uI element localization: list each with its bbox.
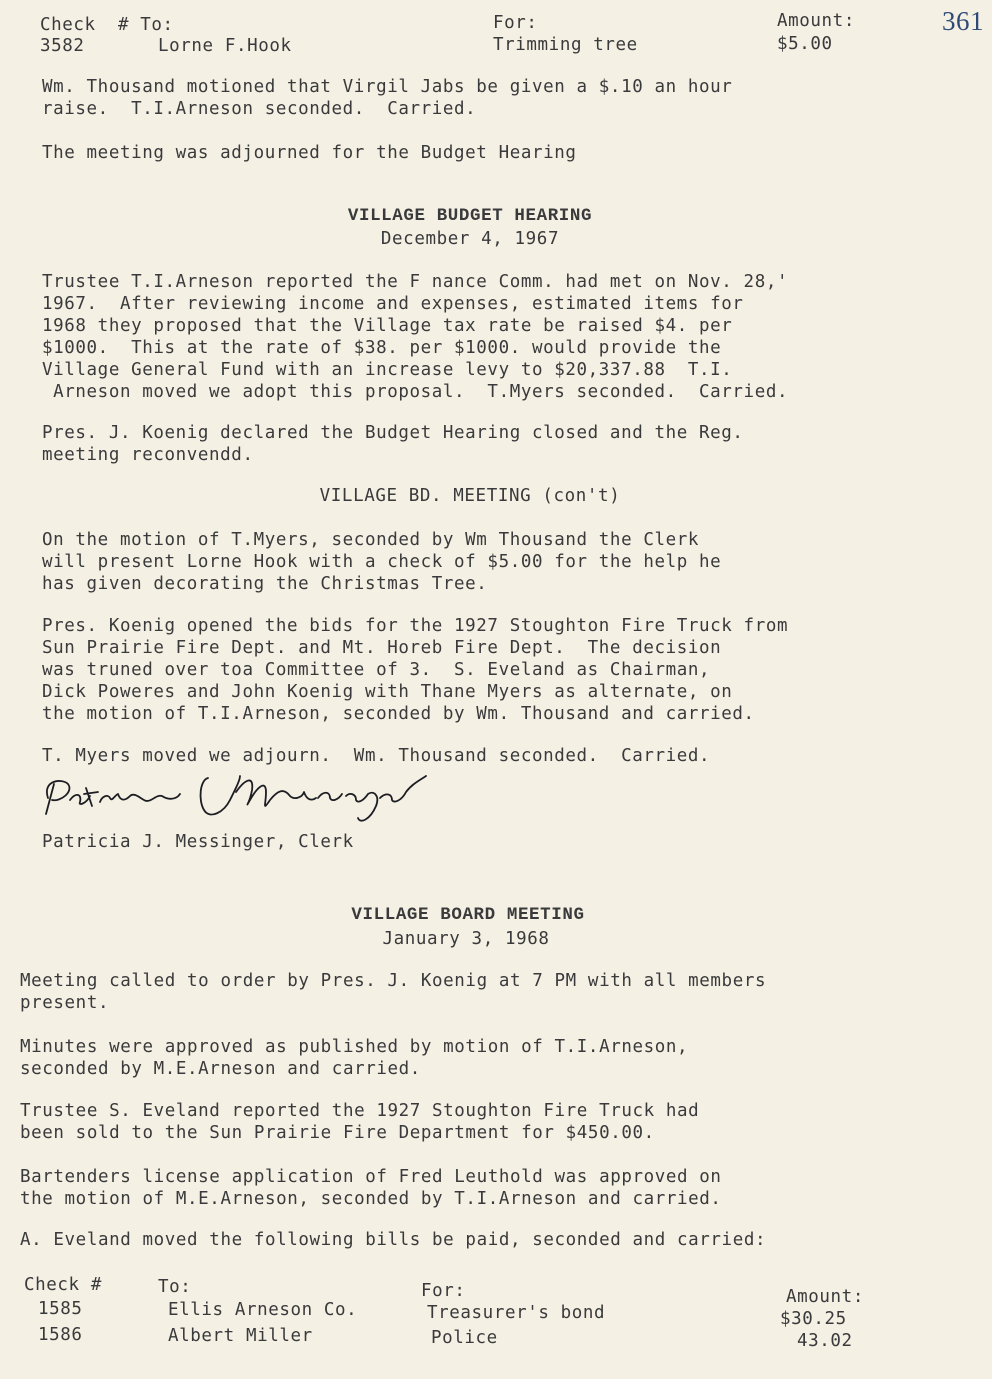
bd-meeting-cont-title: VILLAGE BD. MEETING (con't) xyxy=(319,486,621,506)
page-number: 361 xyxy=(942,6,984,36)
board-meeting-paragraph-1: Meeting called to order by Pres. J. Koenig at 7 PM with all members present. xyxy=(20,971,767,1013)
adjourn-budget-paragraph: The meeting was adjourned for the Budget Hearing xyxy=(42,143,577,163)
board-meeting-paragraph-2: Minutes were approved as published by motion of T.I.Arneson, seconded by M.E.Arneson and carried. xyxy=(20,1037,689,1079)
raise-paragraph: Wm. Thousand motioned that Virgil Jabs be given a $.10 an hour raise. T.I.Arneson seconded. Carried. xyxy=(42,77,733,119)
board-meeting-paragraph-4: Bartenders license application of Fred Leuthold was approved on the motion of M.E.Arneson, seconded by T.I.Arneson and carried. xyxy=(20,1167,722,1209)
board-meeting-paragraph-5: A. Eveland moved the following bills be paid, seconded and carried: xyxy=(20,1230,767,1250)
budget-hearing-title: VILLAGE BUDGET HEARING xyxy=(347,206,593,226)
bill-row-2-to: Albert Miller xyxy=(168,1326,313,1346)
amount-header-label: Amount: xyxy=(777,11,855,31)
bill-row-2-for: Police xyxy=(431,1328,498,1348)
bd-meeting-paragraph-1: On the motion of T.Myers, seconded by Wm Thousand the Clerk will present Lorne Hook with a check of $5.00 for the help he has given decorating the Christmas Tree. xyxy=(42,530,722,594)
bd-meeting-paragraph-2: Pres. Koenig opened the bids for the 1927 Stoughton Fire Truck from Sun Prairie Fire Dept. and Mt. Horeb Fire Dept. The decision was truned over toa Committee of 3. S. Eveland as Chairman, Dick Poweres and John Koenig with Thane Myers as alternate, on the motion of T.I.Arneson, seconded by Wm. Thousand and carried. xyxy=(42,616,789,724)
bd-meeting-paragraph-3: T. Myers moved we adjourn. Wm. Thousand seconded. Carried. xyxy=(42,746,711,766)
bill-row-1-for: Treasurer's bond xyxy=(427,1303,606,1323)
clerk-typed-name: Patricia J. Messinger, Clerk xyxy=(42,832,354,852)
for-header-label: For: xyxy=(493,13,538,33)
budget-hearing-paragraph-1: Trustee T.I.Arneson reported the F nance Comm. had met on Nov. 28,' 1967. After reviewing income and expenses, estimated items for 1968 they proposed that the Village tax rate be raised $4. per $1000. This at the rate of $38. per $1000. would provide the Village General Fund with an increase levy to $20,337.88 T.I. Arneson moved we adopt this proposal. T.Myers seconded. Carried. xyxy=(42,272,789,402)
check-number: 3582 xyxy=(40,36,85,56)
bill-row-2-amount: 43.02 xyxy=(797,1331,853,1351)
bills-check-header: Check # xyxy=(24,1275,102,1295)
bill-row-1-amount: $30.25 xyxy=(780,1309,847,1329)
check-purpose: Trimming tree xyxy=(493,35,638,55)
bills-amount-header: Amount: xyxy=(786,1287,864,1307)
budget-hearing-paragraph-2: Pres. J. Koenig declared the Budget Hearing closed and the Reg. meeting reconvendd. xyxy=(42,423,744,465)
check-payee: Lorne F.Hook xyxy=(158,36,292,56)
check-amount: $5.00 xyxy=(777,34,833,54)
bill-row-1-to: Ellis Arneson Co. xyxy=(168,1300,358,1320)
bill-row-1-check: 1585 xyxy=(38,1299,83,1319)
board-meeting-title: VILLAGE BOARD MEETING xyxy=(351,905,585,925)
check-header-label: Check # To: xyxy=(40,15,174,35)
board-meeting-date: January 3, 1968 xyxy=(382,929,550,949)
handwritten-signature xyxy=(40,770,440,830)
board-meeting-paragraph-3: Trustee S. Eveland reported the 1927 Stoughton Fire Truck had been sold to the Sun Prairie Fire Department for $450.00. xyxy=(20,1101,700,1143)
budget-hearing-date: December 4, 1967 xyxy=(380,229,560,249)
bill-row-2-check: 1586 xyxy=(38,1325,83,1345)
bills-to-header: To: xyxy=(158,1277,192,1297)
bills-for-header: For: xyxy=(421,1281,466,1301)
